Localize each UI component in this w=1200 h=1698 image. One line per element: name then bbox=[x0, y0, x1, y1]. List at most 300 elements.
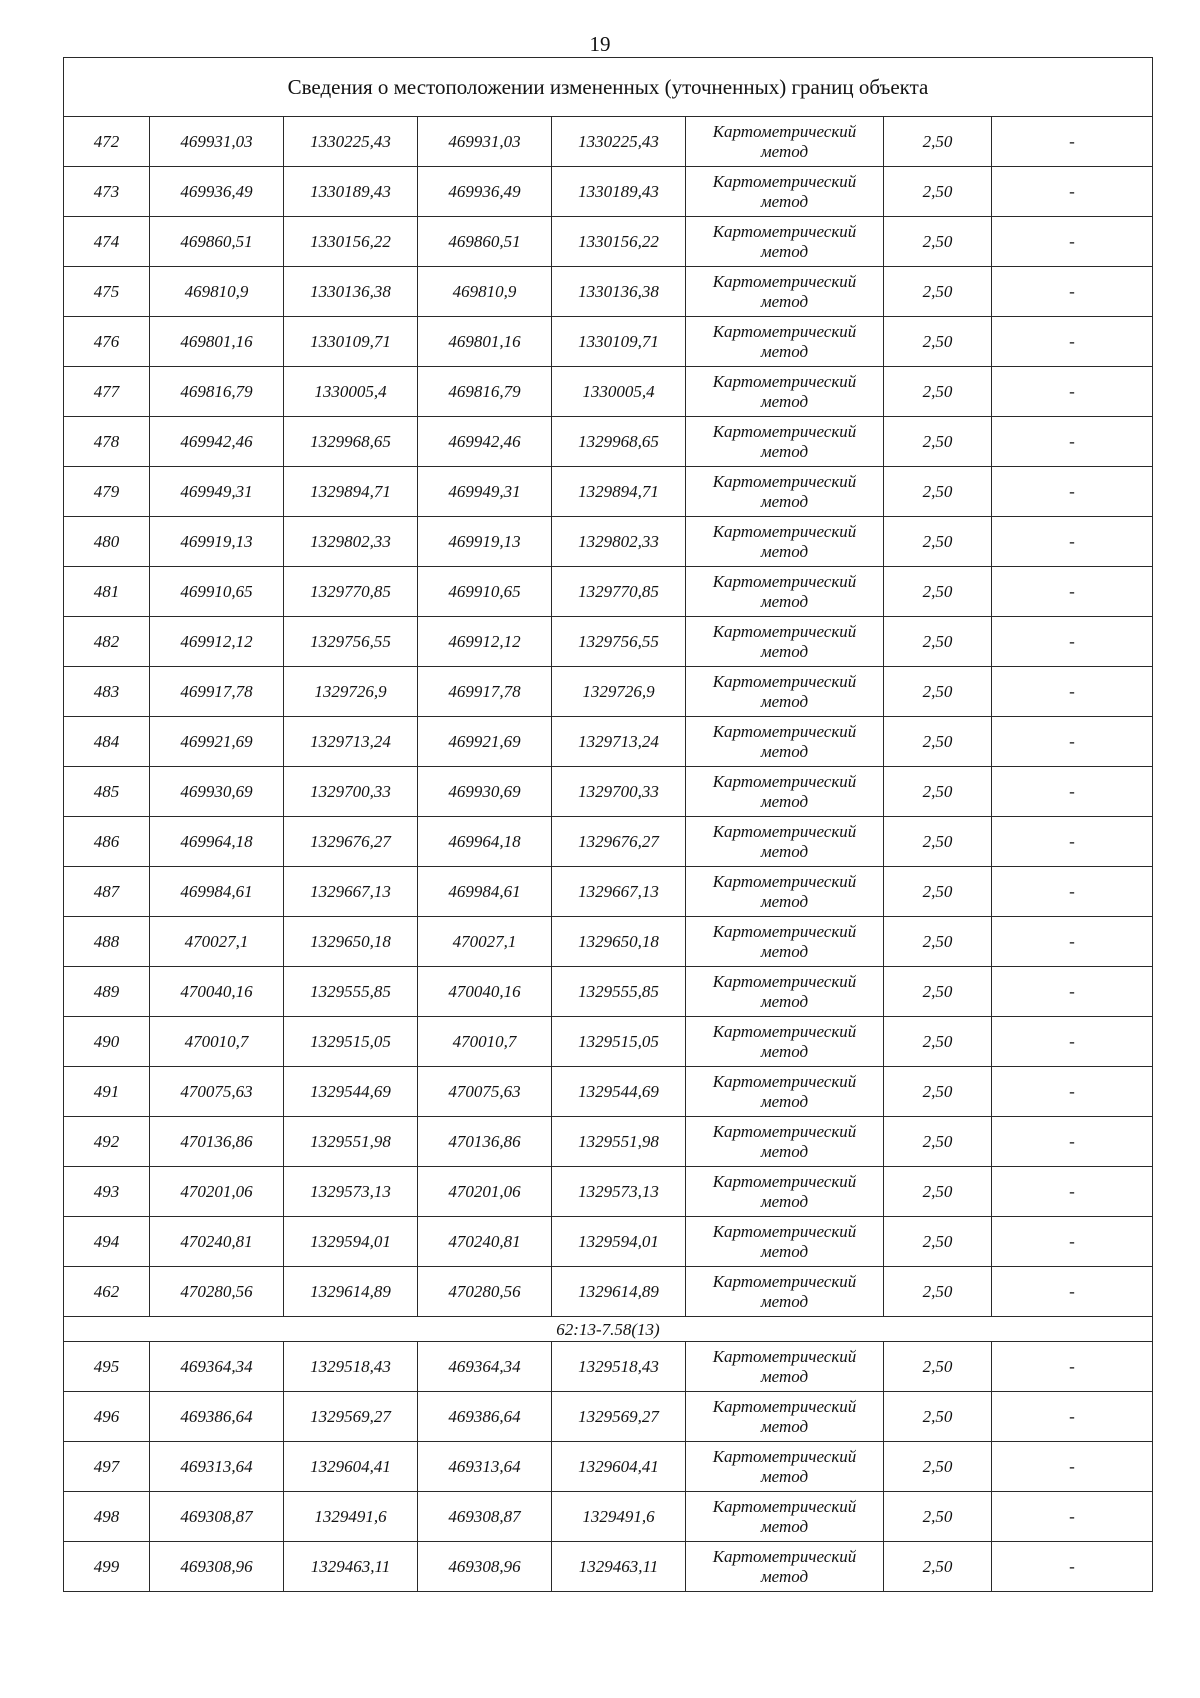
description-cell: - bbox=[992, 267, 1153, 317]
method-line-2: метод bbox=[760, 891, 809, 911]
existing-x-cell: 469942,46 bbox=[150, 417, 284, 467]
method-line-2: метод bbox=[760, 1516, 809, 1536]
method-cell bbox=[686, 1017, 884, 1067]
point-number-cell: 484 bbox=[64, 717, 150, 767]
section-row bbox=[64, 1317, 1153, 1342]
existing-y-cell: 1329463,11 bbox=[284, 1542, 418, 1592]
existing-x-cell: 470136,86 bbox=[150, 1117, 284, 1167]
method-cell bbox=[686, 1067, 884, 1117]
method-line-2: метод bbox=[760, 1191, 809, 1211]
point-number-cell: 474 bbox=[64, 217, 150, 267]
method-line-1: Картометрический bbox=[712, 1496, 857, 1516]
method-cell bbox=[686, 1342, 884, 1392]
method-line-2: метод bbox=[760, 841, 809, 861]
method-line-2: метод bbox=[760, 291, 809, 311]
new-x-cell: 470240,81 bbox=[418, 1217, 552, 1267]
point-number-cell: 493 bbox=[64, 1167, 150, 1217]
new-x-cell: 469364,34 bbox=[418, 1342, 552, 1392]
description-cell: - bbox=[992, 1067, 1153, 1117]
table-row bbox=[64, 1067, 1153, 1117]
method-line-2: метод bbox=[760, 441, 809, 461]
existing-x-cell: 470040,16 bbox=[150, 967, 284, 1017]
new-y-cell: 1329667,13 bbox=[552, 867, 686, 917]
point-number-cell: 477 bbox=[64, 367, 150, 417]
table-row bbox=[64, 1167, 1153, 1217]
accuracy-cell: 2,50 bbox=[884, 417, 992, 467]
method-line-1: Картометрический bbox=[712, 621, 857, 641]
method-cell bbox=[686, 917, 884, 967]
existing-y-cell: 1330005,4 bbox=[284, 367, 418, 417]
section-label: 62:13-7.58(13) bbox=[64, 1317, 1153, 1342]
point-number-cell: 490 bbox=[64, 1017, 150, 1067]
accuracy-cell: 2,50 bbox=[884, 567, 992, 617]
point-number-cell: 489 bbox=[64, 967, 150, 1017]
method-line-2: метод bbox=[760, 1091, 809, 1111]
existing-y-cell: 1329573,13 bbox=[284, 1167, 418, 1217]
accuracy-cell: 2,50 bbox=[884, 867, 992, 917]
point-number-cell: 482 bbox=[64, 617, 150, 667]
point-number-cell: 487 bbox=[64, 867, 150, 917]
description-cell: - bbox=[992, 667, 1153, 717]
method-cell bbox=[686, 367, 884, 417]
existing-y-cell: 1329802,33 bbox=[284, 517, 418, 567]
new-y-cell: 1329604,41 bbox=[552, 1442, 686, 1492]
point-number-cell: 488 bbox=[64, 917, 150, 967]
description-cell: - bbox=[992, 417, 1153, 467]
table-row bbox=[64, 517, 1153, 567]
method-line-1: Картометрический bbox=[712, 121, 857, 141]
accuracy-cell: 2,50 bbox=[884, 967, 992, 1017]
table-row bbox=[64, 467, 1153, 517]
new-y-cell: 1329968,65 bbox=[552, 417, 686, 467]
existing-x-cell: 470027,1 bbox=[150, 917, 284, 967]
description-cell: - bbox=[992, 1217, 1153, 1267]
method-cell bbox=[686, 467, 884, 517]
point-number-cell: 483 bbox=[64, 667, 150, 717]
method-cell bbox=[686, 217, 884, 267]
method-cell bbox=[686, 667, 884, 717]
accuracy-cell: 2,50 bbox=[884, 167, 992, 217]
new-y-cell: 1329573,13 bbox=[552, 1167, 686, 1217]
point-number-cell: 472 bbox=[64, 117, 150, 167]
accuracy-cell: 2,50 bbox=[884, 1267, 992, 1317]
method-line-2: метод bbox=[760, 241, 809, 261]
table-row bbox=[64, 1442, 1153, 1492]
table-row bbox=[64, 967, 1153, 1017]
method-line-1: Картометрический bbox=[712, 1071, 857, 1091]
method-line-2: метод bbox=[760, 1366, 809, 1386]
table-row bbox=[64, 167, 1153, 217]
description-cell: - bbox=[992, 167, 1153, 217]
method-line-1: Картометрический bbox=[712, 921, 857, 941]
accuracy-cell: 2,50 bbox=[884, 1067, 992, 1117]
existing-y-cell: 1329491,6 bbox=[284, 1492, 418, 1542]
existing-x-cell: 469984,61 bbox=[150, 867, 284, 917]
method-line-1: Картометрический bbox=[712, 1171, 857, 1191]
point-number-cell: 485 bbox=[64, 767, 150, 817]
table-row bbox=[64, 367, 1153, 417]
description-cell: - bbox=[992, 367, 1153, 417]
description-cell: - bbox=[992, 967, 1153, 1017]
method-line-1: Картометрический bbox=[712, 771, 857, 791]
new-y-cell: 1329726,9 bbox=[552, 667, 686, 717]
existing-x-cell: 469921,69 bbox=[150, 717, 284, 767]
description-cell: - bbox=[992, 217, 1153, 267]
method-cell bbox=[686, 967, 884, 1017]
existing-y-cell: 1329614,89 bbox=[284, 1267, 418, 1317]
existing-x-cell: 469910,65 bbox=[150, 567, 284, 617]
description-cell: - bbox=[992, 1392, 1153, 1442]
method-line-2: метод bbox=[760, 491, 809, 511]
method-cell bbox=[686, 1217, 884, 1267]
existing-x-cell: 470010,7 bbox=[150, 1017, 284, 1067]
table-title: Сведения о местоположении измененных (уточненных) границ объекта bbox=[64, 58, 1153, 117]
new-x-cell: 469308,96 bbox=[418, 1542, 552, 1592]
method-cell bbox=[686, 1442, 884, 1492]
table-row bbox=[64, 567, 1153, 617]
table-row bbox=[64, 1217, 1153, 1267]
existing-y-cell: 1329726,9 bbox=[284, 667, 418, 717]
new-x-cell: 469308,87 bbox=[418, 1492, 552, 1542]
new-y-cell: 1329650,18 bbox=[552, 917, 686, 967]
table-row bbox=[64, 317, 1153, 367]
point-number-cell: 496 bbox=[64, 1392, 150, 1442]
method-line-1: Картометрический bbox=[712, 1396, 857, 1416]
existing-y-cell: 1330225,43 bbox=[284, 117, 418, 167]
method-cell bbox=[686, 1542, 884, 1592]
existing-y-cell: 1329756,55 bbox=[284, 617, 418, 667]
method-line-1: Картометрический bbox=[712, 871, 857, 891]
table-row bbox=[64, 767, 1153, 817]
new-x-cell: 469919,13 bbox=[418, 517, 552, 567]
description-cell: - bbox=[992, 917, 1153, 967]
method-line-1: Картометрический bbox=[712, 1446, 857, 1466]
method-line-2: метод bbox=[760, 1141, 809, 1161]
new-y-cell: 1330136,38 bbox=[552, 267, 686, 317]
method-line-1: Картометрический bbox=[712, 371, 857, 391]
new-y-cell: 1329770,85 bbox=[552, 567, 686, 617]
method-line-1: Картометрический bbox=[712, 321, 857, 341]
new-y-cell: 1329518,43 bbox=[552, 1342, 686, 1392]
table-row bbox=[64, 1267, 1153, 1317]
accuracy-cell: 2,50 bbox=[884, 517, 992, 567]
existing-x-cell: 469801,16 bbox=[150, 317, 284, 367]
method-line-2: метод bbox=[760, 591, 809, 611]
existing-x-cell: 470075,63 bbox=[150, 1067, 284, 1117]
existing-y-cell: 1329551,98 bbox=[284, 1117, 418, 1167]
table-row bbox=[64, 1392, 1153, 1442]
point-number-cell: 486 bbox=[64, 817, 150, 867]
description-cell: - bbox=[992, 767, 1153, 817]
point-number-cell: 475 bbox=[64, 267, 150, 317]
method-line-2: метод bbox=[760, 791, 809, 811]
description-cell: - bbox=[992, 1017, 1153, 1067]
new-y-cell: 1329594,01 bbox=[552, 1217, 686, 1267]
description-cell: - bbox=[992, 1167, 1153, 1217]
method-line-1: Картометрический bbox=[712, 1346, 857, 1366]
new-x-cell: 469930,69 bbox=[418, 767, 552, 817]
accuracy-cell: 2,50 bbox=[884, 1017, 992, 1067]
point-number-cell: 495 bbox=[64, 1342, 150, 1392]
new-x-cell: 469917,78 bbox=[418, 667, 552, 717]
existing-x-cell: 469308,96 bbox=[150, 1542, 284, 1592]
existing-x-cell: 470240,81 bbox=[150, 1217, 284, 1267]
new-x-cell: 469984,61 bbox=[418, 867, 552, 917]
method-line-2: метод bbox=[760, 141, 809, 161]
new-x-cell: 469931,03 bbox=[418, 117, 552, 167]
new-y-cell: 1329700,33 bbox=[552, 767, 686, 817]
method-cell bbox=[686, 817, 884, 867]
table-row bbox=[64, 867, 1153, 917]
point-number-cell: 494 bbox=[64, 1217, 150, 1267]
point-number-cell: 478 bbox=[64, 417, 150, 467]
accuracy-cell: 2,50 bbox=[884, 117, 992, 167]
method-line-1: Картометрический bbox=[712, 721, 857, 741]
description-cell: - bbox=[992, 617, 1153, 667]
existing-x-cell: 469917,78 bbox=[150, 667, 284, 717]
new-y-cell: 1330225,43 bbox=[552, 117, 686, 167]
new-x-cell: 470027,1 bbox=[418, 917, 552, 967]
method-line-1: Картометрический bbox=[712, 821, 857, 841]
existing-x-cell: 469308,87 bbox=[150, 1492, 284, 1542]
point-number-cell: 497 bbox=[64, 1442, 150, 1492]
table-row bbox=[64, 1492, 1153, 1542]
coordinates-table bbox=[63, 57, 1153, 1592]
existing-y-cell: 1329676,27 bbox=[284, 817, 418, 867]
existing-y-cell: 1330109,71 bbox=[284, 317, 418, 367]
new-x-cell: 469860,51 bbox=[418, 217, 552, 267]
existing-y-cell: 1329700,33 bbox=[284, 767, 418, 817]
description-cell: - bbox=[992, 117, 1153, 167]
page-number: 19 bbox=[589, 32, 611, 56]
method-line-1: Картометрический bbox=[712, 421, 857, 441]
new-y-cell: 1330005,4 bbox=[552, 367, 686, 417]
new-x-cell: 470201,06 bbox=[418, 1167, 552, 1217]
description-cell: - bbox=[992, 817, 1153, 867]
method-cell bbox=[686, 1392, 884, 1442]
description-cell: - bbox=[992, 517, 1153, 567]
new-x-cell: 469949,31 bbox=[418, 467, 552, 517]
table-row bbox=[64, 1017, 1153, 1067]
accuracy-cell: 2,50 bbox=[884, 767, 992, 817]
new-y-cell: 1330189,43 bbox=[552, 167, 686, 217]
existing-x-cell: 469364,34 bbox=[150, 1342, 284, 1392]
method-cell bbox=[686, 567, 884, 617]
accuracy-cell: 2,50 bbox=[884, 817, 992, 867]
table-row bbox=[64, 1117, 1153, 1167]
existing-x-cell: 469930,69 bbox=[150, 767, 284, 817]
method-line-2: метод bbox=[760, 1041, 809, 1061]
table-row bbox=[64, 217, 1153, 267]
accuracy-cell: 2,50 bbox=[884, 1342, 992, 1392]
method-line-2: метод bbox=[760, 641, 809, 661]
new-x-cell: 469964,18 bbox=[418, 817, 552, 867]
table-row bbox=[64, 717, 1153, 767]
table-row bbox=[64, 1342, 1153, 1392]
existing-x-cell: 469964,18 bbox=[150, 817, 284, 867]
new-y-cell: 1329894,71 bbox=[552, 467, 686, 517]
description-cell: - bbox=[992, 567, 1153, 617]
existing-y-cell: 1329544,69 bbox=[284, 1067, 418, 1117]
method-cell bbox=[686, 417, 884, 467]
existing-x-cell: 469810,9 bbox=[150, 267, 284, 317]
point-number-cell: 499 bbox=[64, 1542, 150, 1592]
method-line-1: Картометрический bbox=[712, 171, 857, 191]
description-cell: - bbox=[992, 717, 1153, 767]
point-number-cell: 479 bbox=[64, 467, 150, 517]
method-line-2: метод bbox=[760, 1416, 809, 1436]
method-cell bbox=[686, 1267, 884, 1317]
new-y-cell: 1330109,71 bbox=[552, 317, 686, 367]
accuracy-cell: 2,50 bbox=[884, 717, 992, 767]
method-line-2: метод bbox=[760, 691, 809, 711]
new-x-cell: 470136,86 bbox=[418, 1117, 552, 1167]
existing-y-cell: 1330189,43 bbox=[284, 167, 418, 217]
existing-y-cell: 1330156,22 bbox=[284, 217, 418, 267]
existing-y-cell: 1329968,65 bbox=[284, 417, 418, 467]
accuracy-cell: 2,50 bbox=[884, 1492, 992, 1542]
method-line-1: Картометрический bbox=[712, 271, 857, 291]
method-cell bbox=[686, 167, 884, 217]
method-cell bbox=[686, 317, 884, 367]
new-y-cell: 1330156,22 bbox=[552, 217, 686, 267]
new-x-cell: 469912,12 bbox=[418, 617, 552, 667]
method-line-2: метод bbox=[760, 191, 809, 211]
new-x-cell: 469810,9 bbox=[418, 267, 552, 317]
existing-y-cell: 1329713,24 bbox=[284, 717, 418, 767]
point-number-cell: 491 bbox=[64, 1067, 150, 1117]
accuracy-cell: 2,50 bbox=[884, 1167, 992, 1217]
new-x-cell: 469942,46 bbox=[418, 417, 552, 467]
existing-x-cell: 469313,64 bbox=[150, 1442, 284, 1492]
new-x-cell: 469936,49 bbox=[418, 167, 552, 217]
new-y-cell: 1329676,27 bbox=[552, 817, 686, 867]
method-line-2: метод bbox=[760, 1566, 809, 1586]
existing-x-cell: 470280,56 bbox=[150, 1267, 284, 1317]
table-row bbox=[64, 1542, 1153, 1592]
new-x-cell: 469921,69 bbox=[418, 717, 552, 767]
existing-y-cell: 1329594,01 bbox=[284, 1217, 418, 1267]
existing-y-cell: 1329650,18 bbox=[284, 917, 418, 967]
existing-y-cell: 1329770,85 bbox=[284, 567, 418, 617]
method-cell bbox=[686, 867, 884, 917]
existing-x-cell: 469816,79 bbox=[150, 367, 284, 417]
new-y-cell: 1329802,33 bbox=[552, 517, 686, 567]
existing-y-cell: 1329515,05 bbox=[284, 1017, 418, 1067]
table-row bbox=[64, 617, 1153, 667]
accuracy-cell: 2,50 bbox=[884, 1117, 992, 1167]
method-line-1: Картометрический bbox=[712, 1546, 857, 1566]
method-line-2: метод bbox=[760, 991, 809, 1011]
table-row bbox=[64, 917, 1153, 967]
table-row bbox=[64, 817, 1153, 867]
existing-y-cell: 1329604,41 bbox=[284, 1442, 418, 1492]
existing-y-cell: 1329569,27 bbox=[284, 1392, 418, 1442]
method-line-1: Картометрический bbox=[712, 671, 857, 691]
method-cell bbox=[686, 1167, 884, 1217]
new-y-cell: 1329614,89 bbox=[552, 1267, 686, 1317]
new-y-cell: 1329551,98 bbox=[552, 1117, 686, 1167]
method-cell bbox=[686, 117, 884, 167]
accuracy-cell: 2,50 bbox=[884, 367, 992, 417]
existing-x-cell: 469931,03 bbox=[150, 117, 284, 167]
existing-x-cell: 470201,06 bbox=[150, 1167, 284, 1217]
description-cell: - bbox=[992, 1117, 1153, 1167]
method-cell bbox=[686, 517, 884, 567]
existing-y-cell: 1329894,71 bbox=[284, 467, 418, 517]
accuracy-cell: 2,50 bbox=[884, 217, 992, 267]
method-cell bbox=[686, 717, 884, 767]
accuracy-cell: 2,50 bbox=[884, 1542, 992, 1592]
method-line-2: метод bbox=[760, 541, 809, 561]
description-cell: - bbox=[992, 1542, 1153, 1592]
method-cell bbox=[686, 1117, 884, 1167]
existing-y-cell: 1329518,43 bbox=[284, 1342, 418, 1392]
method-cell bbox=[686, 267, 884, 317]
method-line-2: метод bbox=[760, 341, 809, 361]
accuracy-cell: 2,50 bbox=[884, 467, 992, 517]
existing-y-cell: 1330136,38 bbox=[284, 267, 418, 317]
point-number-cell: 492 bbox=[64, 1117, 150, 1167]
method-cell bbox=[686, 767, 884, 817]
new-x-cell: 469910,65 bbox=[418, 567, 552, 617]
existing-x-cell: 469919,13 bbox=[150, 517, 284, 567]
existing-x-cell: 469386,64 bbox=[150, 1392, 284, 1442]
method-line-2: метод bbox=[760, 941, 809, 961]
description-cell: - bbox=[992, 1342, 1153, 1392]
new-x-cell: 469313,64 bbox=[418, 1442, 552, 1492]
method-line-1: Картометрический bbox=[712, 571, 857, 591]
new-y-cell: 1329544,69 bbox=[552, 1067, 686, 1117]
new-x-cell: 469816,79 bbox=[418, 367, 552, 417]
accuracy-cell: 2,50 bbox=[884, 1442, 992, 1492]
description-cell: - bbox=[992, 1492, 1153, 1542]
table-row bbox=[64, 417, 1153, 467]
method-line-1: Картометрический bbox=[712, 221, 857, 241]
description-cell: - bbox=[992, 1442, 1153, 1492]
method-line-2: метод bbox=[760, 1466, 809, 1486]
method-cell bbox=[686, 1492, 884, 1542]
method-line-2: метод bbox=[760, 1241, 809, 1261]
point-number-cell: 476 bbox=[64, 317, 150, 367]
table-title-row bbox=[64, 58, 1153, 117]
description-cell: - bbox=[992, 317, 1153, 367]
existing-x-cell: 469860,51 bbox=[150, 217, 284, 267]
method-line-1: Картометрический bbox=[712, 521, 857, 541]
method-line-2: метод bbox=[760, 741, 809, 761]
description-cell: - bbox=[992, 1267, 1153, 1317]
point-number-cell: 473 bbox=[64, 167, 150, 217]
method-line-1: Картометрический bbox=[712, 471, 857, 491]
accuracy-cell: 2,50 bbox=[884, 1217, 992, 1267]
existing-y-cell: 1329555,85 bbox=[284, 967, 418, 1017]
new-y-cell: 1329555,85 bbox=[552, 967, 686, 1017]
accuracy-cell: 2,50 bbox=[884, 917, 992, 967]
existing-x-cell: 469936,49 bbox=[150, 167, 284, 217]
new-y-cell: 1329491,6 bbox=[552, 1492, 686, 1542]
accuracy-cell: 2,50 bbox=[884, 267, 992, 317]
point-number-cell: 481 bbox=[64, 567, 150, 617]
new-x-cell: 470040,16 bbox=[418, 967, 552, 1017]
accuracy-cell: 2,50 bbox=[884, 317, 992, 367]
new-x-cell: 469801,16 bbox=[418, 317, 552, 367]
point-number-cell: 462 bbox=[64, 1267, 150, 1317]
table-row bbox=[64, 667, 1153, 717]
point-number-cell: 480 bbox=[64, 517, 150, 567]
existing-y-cell: 1329667,13 bbox=[284, 867, 418, 917]
method-line-2: метод bbox=[760, 391, 809, 411]
existing-x-cell: 469949,31 bbox=[150, 467, 284, 517]
